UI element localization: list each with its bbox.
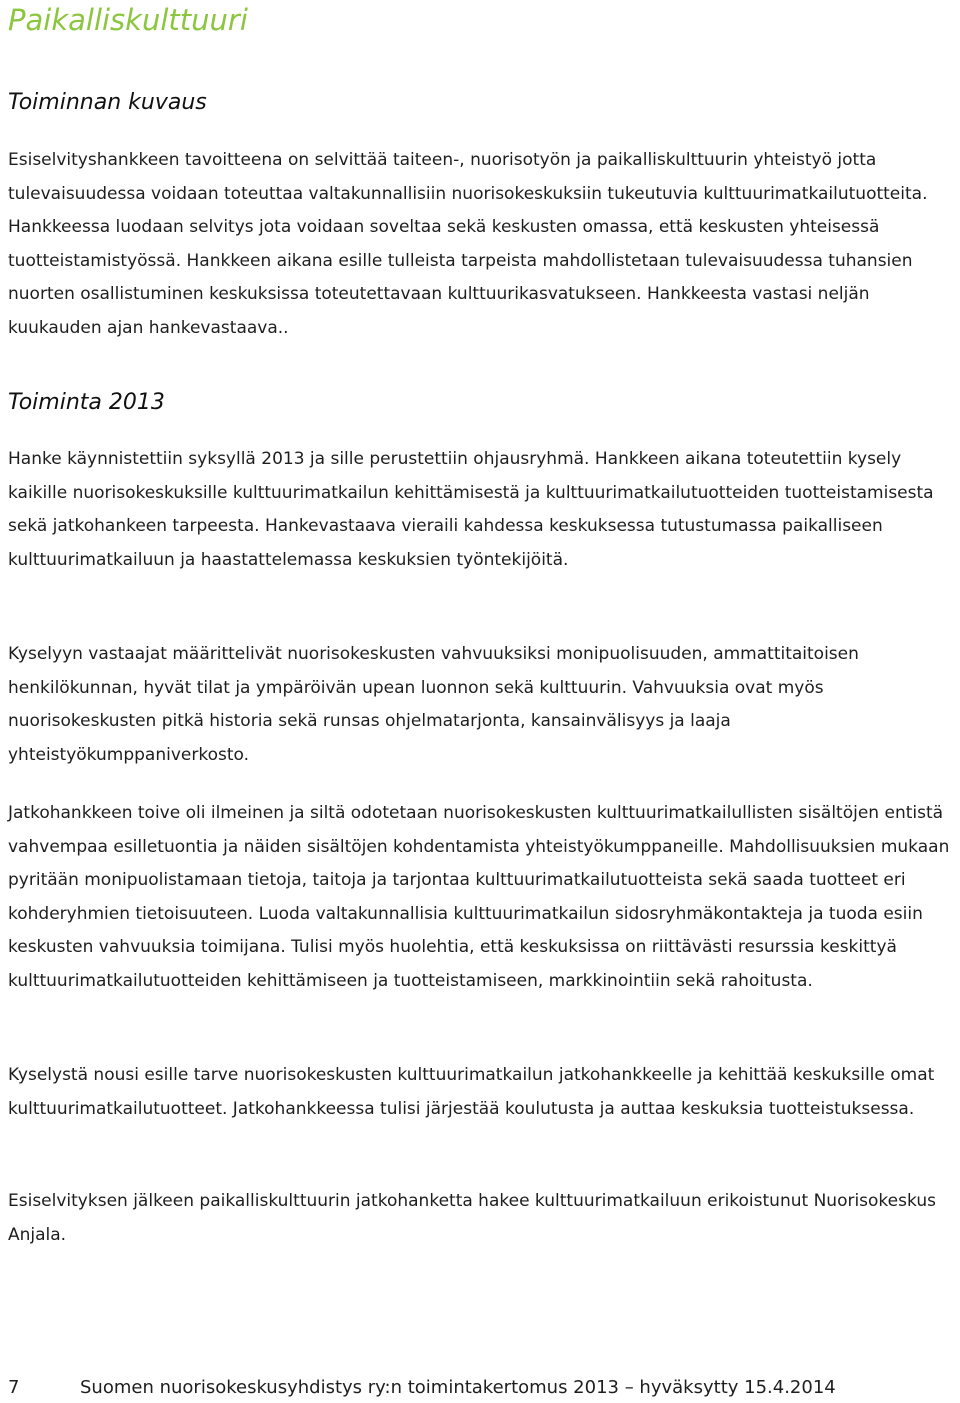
page-footer <box>8 1373 836 1403</box>
section-heading-toiminta-2013: Toiminta 2013 <box>8 390 165 415</box>
footer-text: Suomen nuorisokeskusyhdistys ry:n toimintakertomus 2013 – hyväksytty 15.4.2014 <box>80 1377 836 1398</box>
paragraph-3: Jatkohankkeen toive oli ilmeinen ja siltä odotetaan nuorisokeskusten kulttuurimatkailullisten sisältöjen entistä vahvempaa esilletuontia ja näiden sisältöjen kohdentamista yhteistyökumppaneille. Mahdollisuuksien mukaan pyritään monipuolistamaan tietoja, taitoja ja tarjontaa kulttuurimatkailutuotteista sekä saada tuotteet eri kohderyhmien tietoisuuteen. Luoda valtakunnallisia kulttuurimatkailun sidosryhmäkontakteja ja tuoda esiin keskusten vahvuuksia toimijana. Tulisi myös huolehtia, että keskuksissa on riittävästi resurssia keskittyä kulttuurimatkailutuotteiden kehittämiseen ja tuotteistamiseen, markkinointiin sekä rahoitusta. <box>8 803 950 991</box>
paragraph-4: Kyselystä nousi esille tarve nuorisokeskusten kulttuurimatkailun jatkohankkeelle ja kehittää keskuksille omat kulttuurimatkailutuotteet. Jatkohankkeessa tulisi järjestää koulutusta ja auttaa keskuksia tuotteistuksessa. <box>8 1065 935 1119</box>
page-title: Paikalliskulttuuri <box>8 3 248 37</box>
paragraph-description: Esiselvityshankkeen tavoitteena on selvittää taiteen-, nuorisotyön ja paikalliskulttuurin yhteistyö jotta tulevaisuudessa voidaan toteuttaa valtakunnallisiin nuorisokeskuksiin tukeutuvia kulttuurimatkailutuotteita. Hankkeessa luodaan selvitys jota voidaan soveltaa sekä keskusten omassa, että keskusten yhteisessä tuotteistamistyössä. Hankkeen aikana esille tulleista tarpeista mahdollistetaan tulevaisuudessa tuhansien nuorten osallistuminen keskuksissa toteutettavaan kulttuurikasvatukseen. Hankkeesta vastasi neljän kuukauden ajan hankevastaava.. <box>8 150 928 338</box>
paragraph-2: Kyselyyn vastaajat määrittelivät nuorisokeskusten vahvuuksiksi monipuolisuuden, ammattitaitoisen henkilökunnan, hyvät tilat ja ympäröivän upean luonnon sekä kulttuurin. Vahvuuksia ovat myös nuorisokeskusten pitkä historia sekä runsas ohjelmatarjonta, kansainvälisyys ja laaja yhteistyökumppaniverkosto. <box>8 644 859 765</box>
page-number: 7 <box>8 1377 20 1398</box>
section-heading-toiminnan-kuvaus: Toiminnan kuvaus <box>8 90 207 115</box>
paragraph-1: Hanke käynnistettiin syksyllä 2013 ja sille perustettiin ohjausryhmä. Hankkeen aikana toteutettiin kysely kaikille nuorisokeskuksille kulttuurimatkailun kehittämisestä ja kulttuurimatkailutuotteiden tuotteistamisesta sekä jatkohankeen tarpeesta. Hankevastaava vieraili kahdessa keskuksessa tutustumassa paikalliseen kulttuurimatkailuun ja haastattelemassa keskuksien työntekijöitä. <box>8 449 934 570</box>
paragraph-5: Esiselvityksen jälkeen paikalliskulttuurin jatkohanketta hakee kulttuurimatkailuun erikoistunut Nuorisokeskus Anjala. <box>8 1191 936 1245</box>
